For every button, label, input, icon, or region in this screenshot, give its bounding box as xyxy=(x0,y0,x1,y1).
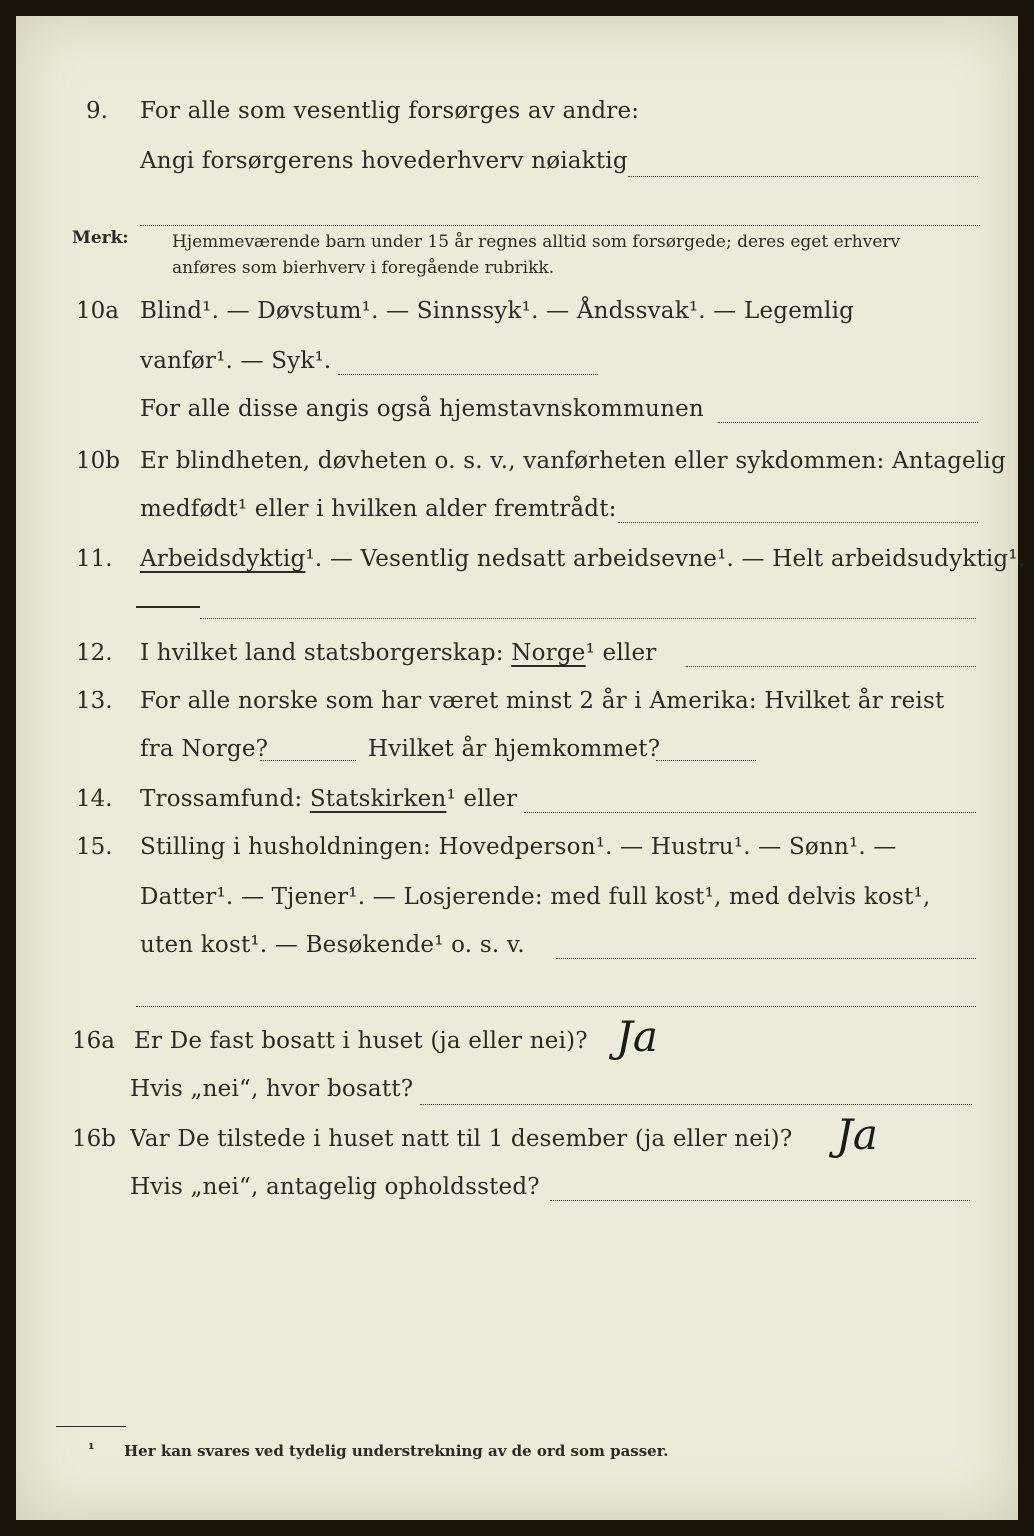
merk-line1: Hjemmeværende barn under 15 år regnes alltid som forsørgede; deres eget erhverv xyxy=(172,232,901,252)
q12-post: ¹ eller xyxy=(585,640,657,666)
q15-line2: Datter¹. — Tjener¹. — Losjerende: med full kost¹, med delvis kost¹, xyxy=(140,884,931,910)
q16b-handwritten-answer: Ja xyxy=(836,1110,878,1159)
q13-hjemkommet-line[interactable] xyxy=(656,760,756,761)
q13-line1: For alle norske som har været minst 2 år i Amerika: Hvilket år reist xyxy=(140,688,945,714)
q10a-line2: vanfør¹. — Syk¹. xyxy=(140,348,332,374)
q9-text: For alle som vesentlig forsørges av andre: xyxy=(140,98,640,124)
q11-number: 11. xyxy=(76,546,113,572)
q13-number: 13. xyxy=(76,688,113,714)
q11-answer-mark xyxy=(136,606,200,608)
q16b-answer-line[interactable] xyxy=(550,1200,970,1201)
q16a-line1: Er De fast bosatt i huset (ja eller nei)? xyxy=(134,1028,588,1054)
q11-rest: ¹. — Vesentlig nedsatt arbeidsevne¹. — Helt arbeidsudyktig¹. xyxy=(305,546,1026,572)
q10b-line1: Er blindheten, døvheten o. s. v., vanførheten eller sykdommen: Antagelig xyxy=(140,448,1006,474)
q10a-answer-line[interactable] xyxy=(338,374,598,375)
q14-answer-line[interactable] xyxy=(524,812,976,813)
q16a-answer-line[interactable] xyxy=(420,1104,972,1105)
q12-choice-norge[interactable]: Norge xyxy=(511,640,586,666)
q16b-line1: Var De tilstede i huset natt til 1 desember (ja eller nei)? xyxy=(130,1126,793,1152)
q14-number: 14. xyxy=(76,786,113,812)
q13-reist-line[interactable] xyxy=(260,760,356,761)
q14-text xyxy=(140,786,517,812)
q16b-line2: Hvis „nei“, antagelig opholdssted? xyxy=(130,1174,540,1200)
q16a-handwritten-answer: Ja xyxy=(616,1012,658,1061)
q15-line1: Stilling i husholdningen: Hovedperson¹. — Hustru¹. — Sønn¹. — xyxy=(140,834,897,860)
q16a-number: 16a xyxy=(72,1028,115,1054)
q10b-line2: medfødt¹ eller i hvilken alder fremtrådt: xyxy=(140,496,617,522)
q14-choice-statskirken[interactable]: Statskirken xyxy=(309,786,447,812)
q14-post: ¹ eller xyxy=(446,786,518,812)
q12-pre: I hvilket land statsborgerskap: xyxy=(140,640,504,666)
q10a-number: 10a xyxy=(76,298,119,324)
footnote-text: Her kan svares ved tydelig understrekning av de ord som passer. xyxy=(124,1442,669,1460)
q10a-line1: Blind¹. — Døvstum¹. — Sinnssyk¹. — Åndssvak¹. — Legemlig xyxy=(140,298,855,324)
q15-answer-line-2[interactable] xyxy=(136,1006,976,1007)
q9-prompt: Angi forsørgerens hovederhverv nøiaktig xyxy=(140,148,628,174)
q13-reist-label: fra Norge? xyxy=(140,736,269,762)
q12-answer-line[interactable] xyxy=(686,666,976,667)
footnote-rule xyxy=(56,1426,126,1427)
merk-label: Merk: xyxy=(72,228,129,248)
q11-answer-line[interactable] xyxy=(200,618,976,619)
q12-text xyxy=(140,640,656,666)
q15-number: 15. xyxy=(76,834,113,860)
q15-answer-line[interactable] xyxy=(556,958,976,959)
merk-line2: anføres som bierhverv i foregående rubrikk. xyxy=(172,258,555,278)
q11-text xyxy=(140,546,1025,572)
census-form-page xyxy=(16,16,1026,1520)
q9-number: 9. xyxy=(86,98,108,124)
q15-line3: uten kost¹. — Besøkende¹ o. s. v. xyxy=(140,932,525,958)
q11-option-arbeidsdyktig[interactable]: Arbeidsdyktig xyxy=(140,546,306,572)
q16a-line2: Hvis „nei“, hvor bosatt? xyxy=(130,1076,414,1102)
q14-pre: Trossamfund: xyxy=(140,786,303,812)
q10a-line3: For alle disse angis også hjemstavnskommunen xyxy=(140,396,704,422)
q16b-number: 16b xyxy=(72,1126,116,1152)
q9-answer-line-2[interactable] xyxy=(140,225,980,226)
q13-hjemkommet-label: Hvilket år hjemkommet? xyxy=(368,736,661,762)
q10b-answer-line[interactable] xyxy=(618,522,978,523)
q10a-kommune-line[interactable] xyxy=(718,422,978,423)
q10b-number: 10b xyxy=(76,448,120,474)
footnote-mark: ¹ xyxy=(88,1440,95,1458)
q12-number: 12. xyxy=(76,640,113,666)
q9-answer-line[interactable] xyxy=(628,176,978,177)
